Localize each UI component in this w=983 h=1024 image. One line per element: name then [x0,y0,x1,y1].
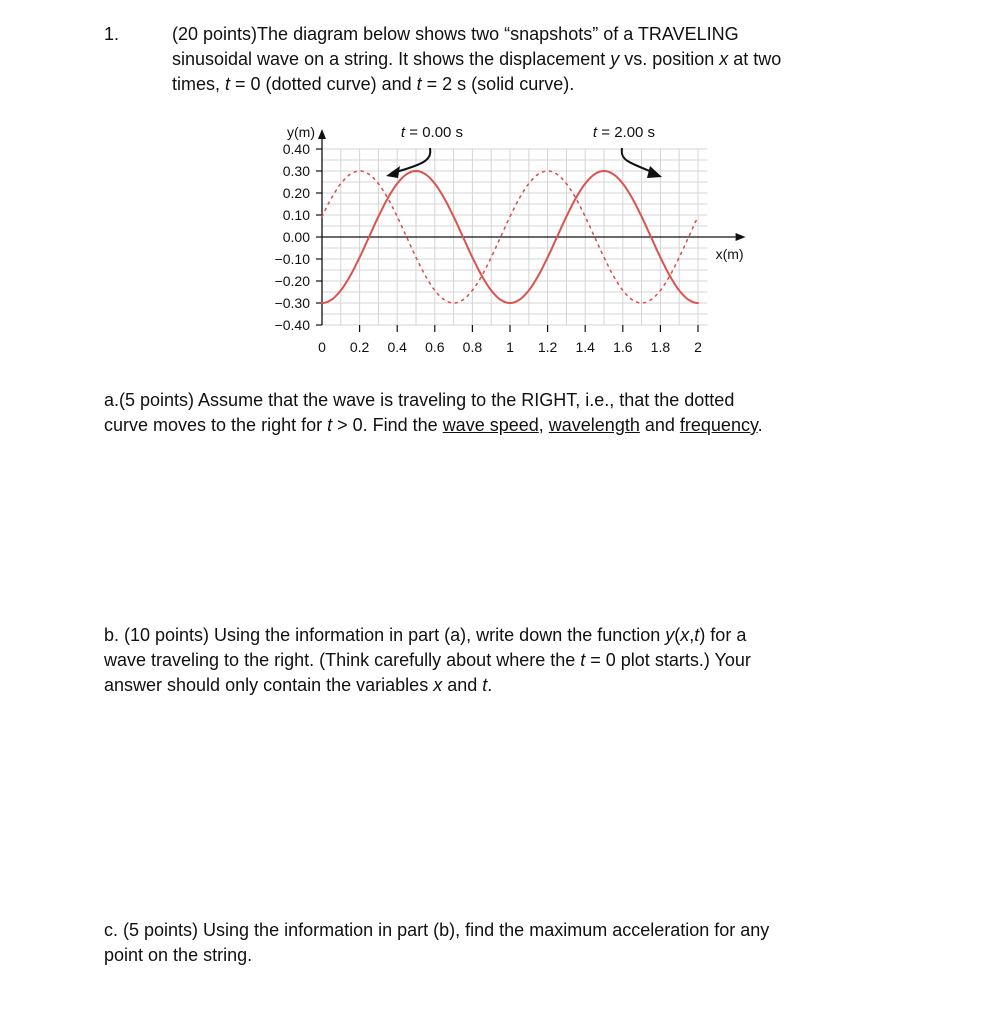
y-tick-label: 0.30 [282,163,310,179]
chart-axes [318,129,746,325]
x-tick-label: 1.8 [650,339,671,355]
x-tick-label: 0.6 [425,339,445,355]
wave-chart [0,0,983,380]
frequency-term: frequency [679,415,758,435]
part-b-line-1: b. (10 points) Using the information in part (a), write down the function y(x,t) for a [104,625,747,645]
intro-line-3: times, t = 0 (dotted curve) and t = 2 s (solid curve). [172,74,575,94]
x-tick-label: 0.8 [462,339,483,355]
question-number: 1. [104,24,120,44]
part-a-line-2: curve moves to the right for t > 0. Find the wave speed, wavelength and frequency. [104,415,763,435]
x-tick-label: 1.6 [613,339,633,355]
y-tick-label: −0.10 [274,251,310,267]
x-tick-label: 1.4 [575,339,595,355]
wave-speed-term: wave speed [442,415,539,435]
chart-labels [275,124,744,355]
x-tick-label: 0.4 [387,339,407,355]
annotation-arrowhead-t2 [647,166,662,178]
part-b-line-2: wave traveling to the right. (Think carefully about where the t = 0 plot starts.) Your [104,650,751,670]
x-tick-label: 1 [506,339,514,355]
part-c [104,918,874,968]
y-axis-label: y(m) [287,124,315,140]
part-c-line-1: c. (5 points) Using the information in part (b), find the maximum acceleration for any [104,920,770,940]
chart-ticks [316,149,698,332]
x-tick-label: 2 [694,339,702,355]
y-tick-label: −0.20 [274,273,310,289]
part-c-line-2: point on the string. [104,945,253,965]
y-tick-label: 0.20 [282,185,310,201]
part-b [104,623,874,698]
x-axis-label: x(m) [715,246,744,262]
part-a [104,388,874,438]
wavelength-term: wavelength [548,415,640,435]
y-tick-label: 0.00 [282,229,310,245]
annotation-label: t = 2.00 s [592,124,656,141]
part-a-line-1: a.(5 points) Assume that the wave is traveling to the RIGHT, i.e., that the dotted [104,390,735,410]
intro-line-1: (20 points)The diagram below shows two “snapshots” of a TRAVELING [172,24,739,44]
x-tick-label: 0 [318,339,326,355]
annotation-label: t = 0.00 s [400,124,464,141]
x-tick-label: 1.2 [537,339,558,355]
y-tick-label: 0.40 [282,141,310,157]
y-tick-label: 0.10 [282,207,310,223]
intro-line-2: sinusoidal wave on a string. It shows the displacement y vs. position x at two [172,49,782,69]
y-tick-label: −0.40 [274,317,310,333]
y-axis-arrow [318,129,326,139]
x-tick-label: 0.2 [349,339,370,355]
part-b-line-3: answer should only contain the variables x and t. [104,675,493,695]
annotation-arrowhead-t0 [386,166,400,178]
x-axis-arrow [736,233,746,241]
y-tick-label: −0.30 [274,295,310,311]
